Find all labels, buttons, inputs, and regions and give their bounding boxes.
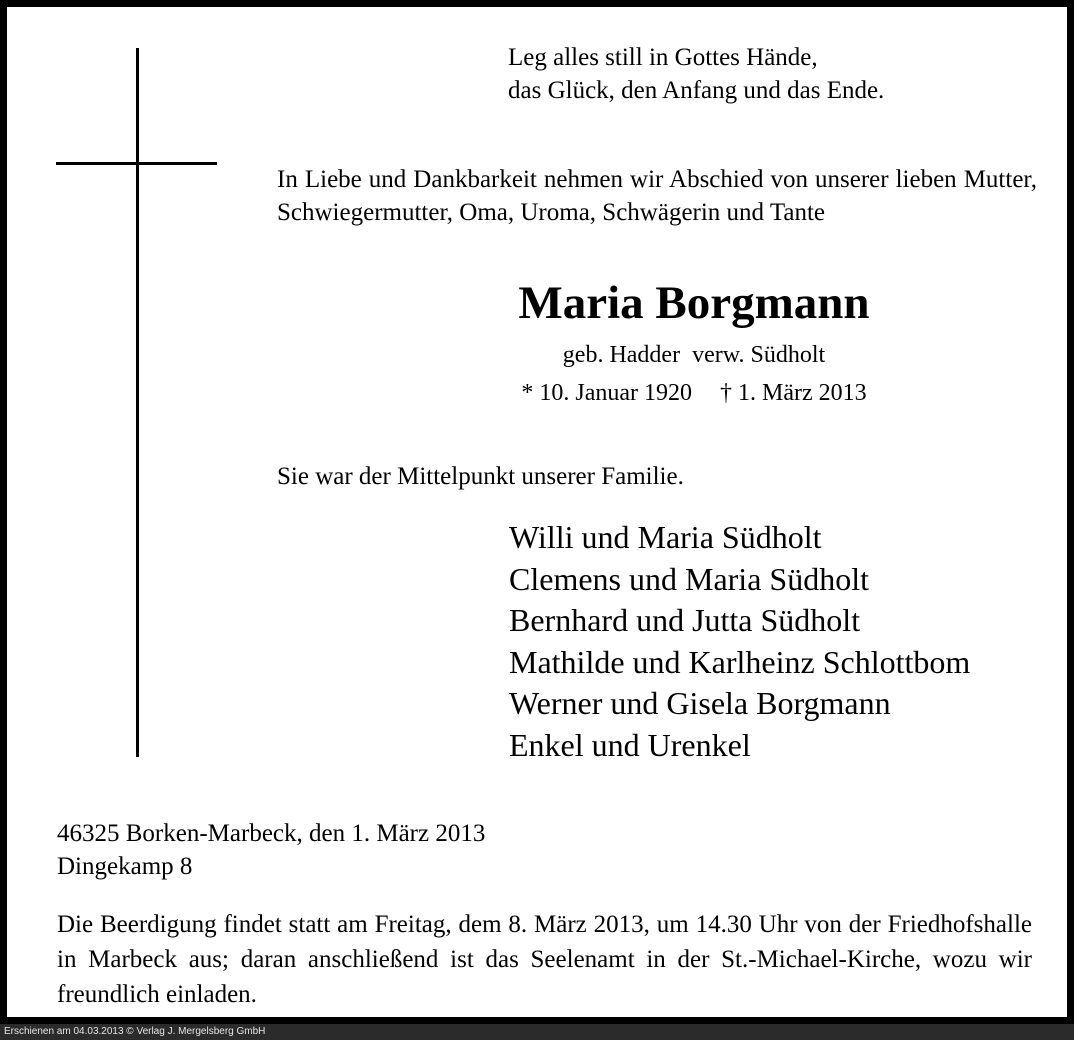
mourner-item: Mathilde und Karlheinz Schlottbom (509, 643, 971, 680)
cross-icon-horizontal-bar (56, 162, 217, 165)
mourner-item: Clemens und Maria Südholt (509, 560, 869, 597)
widowed-name: verw. Südholt (692, 342, 826, 368)
born-name: geb. Hadder (562, 342, 681, 368)
mourner-item: Enkel und Urenkel (509, 726, 751, 763)
publication-footer: Erschienen am 04.03.2013 © Verlag J. Mergelsberg GmbH (0, 1024, 1074, 1040)
name-details (427, 340, 961, 370)
mourners-list (509, 517, 970, 767)
address (57, 817, 485, 883)
verse-line-1: Leg alles still in Gottes Hände, (508, 44, 818, 71)
life-dates (427, 377, 961, 409)
cross-icon-vertical-bar (136, 48, 139, 757)
verse-line-2: das Glück, den Anfang und das Ende. (508, 77, 885, 104)
address-line-2: Dingekamp 8 (57, 853, 193, 880)
death-date: † 1. März 2013 (720, 380, 867, 406)
funeral-notice: Die Beerdigung findet statt am Freitag, dem 8. März 2013, um 14.30 Uhr von der Friedhofshalle in Marbeck aus; daran anschließend ist das Seelenamt in der St.-Michael-Kirche, wozu wir freundlich einladen. (57, 911, 1032, 1008)
address-line-1: 46325 Borken-Marbeck, den 1. März 2013 (57, 820, 486, 847)
mourner-item: Werner und Gisela Borgmann (509, 685, 891, 722)
mourner-item: Willi und Maria Südholt (509, 519, 822, 555)
mourner-item: Bernhard und Jutta Südholt (509, 602, 861, 639)
deceased-name: Maria Borgmann (518, 277, 870, 329)
family-center-text: Sie war der Mittelpunkt unserer Familie. (277, 463, 684, 490)
verse (508, 41, 884, 107)
intro-text: In Liebe und Dankbarkeit nehmen wir Abschied von unserer lieben Mutter, Schwiegermutter, Oma, Uroma, Schwägerin und Tante (277, 166, 1037, 226)
birth-date: * 10. Januar 1920 (521, 380, 692, 406)
